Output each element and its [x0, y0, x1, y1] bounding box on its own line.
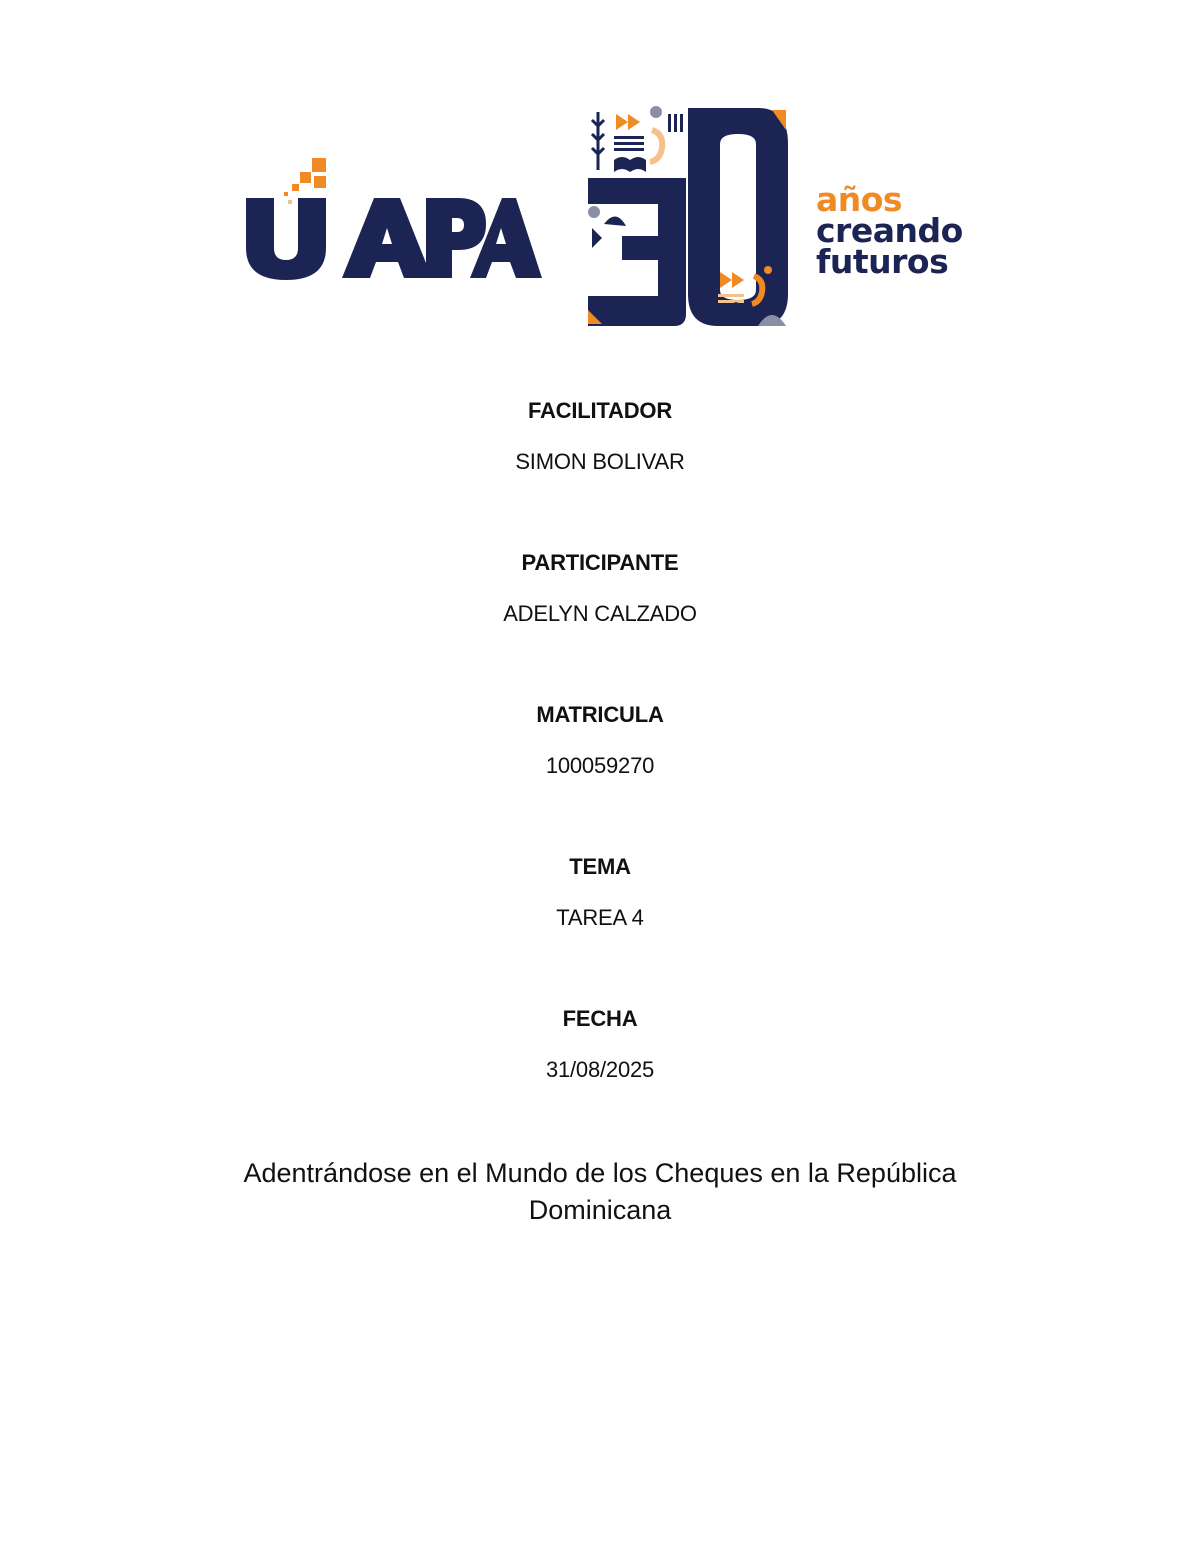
field-value: ADELYN CALZADO	[503, 601, 697, 626]
field-fecha	[0, 1000, 1200, 1152]
anniversary-30-logo	[582, 104, 794, 330]
tagline-line-1: años	[816, 180, 903, 219]
field-label: FECHA	[562, 1006, 638, 1031]
tagline-line-3: futuros	[816, 242, 949, 281]
title-line-2: Dominicana	[528, 1195, 672, 1225]
field-matricula	[0, 696, 1200, 848]
field-tema	[0, 848, 1200, 1000]
title-line-1: Adentrándose en el Mundo de los Cheques en la República	[243, 1158, 957, 1188]
field-label: MATRICULA	[536, 702, 664, 727]
field-label: FACILITADOR	[527, 398, 673, 423]
field-facilitador	[0, 392, 1200, 544]
tagline-line-2: creando	[816, 211, 963, 250]
cover-fields	[0, 392, 1200, 1152]
header-logos	[0, 0, 1200, 340]
field-label: TEMA	[569, 854, 631, 879]
field-value: TAREA 4	[556, 905, 644, 930]
field-value: 100059270	[545, 753, 655, 778]
field-participante	[0, 544, 1200, 696]
field-label: PARTICIPANTE	[521, 550, 679, 575]
field-value: SIMON BOLIVAR	[515, 449, 685, 474]
document-title	[150, 1155, 1050, 1229]
field-value: 31/08/2025	[545, 1057, 655, 1082]
anniversary-tagline	[816, 180, 1016, 281]
uapa-logo	[244, 152, 542, 282]
